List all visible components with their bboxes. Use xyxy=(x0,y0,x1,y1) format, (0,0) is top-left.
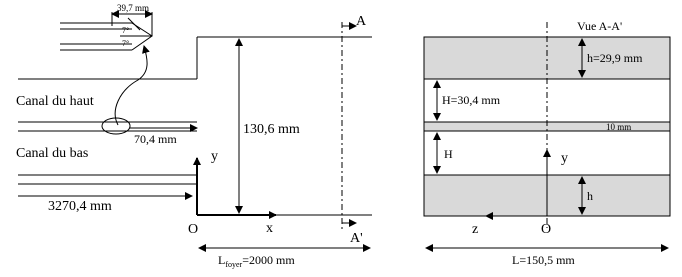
H-top-label: H=30,4 mm xyxy=(442,93,501,107)
canal-bas-label: Canal du bas xyxy=(16,146,89,161)
left-diagram xyxy=(16,3,372,269)
h-top-label: h=29,9 mm xyxy=(587,51,643,65)
inlet-length-label: 3270,4 mm xyxy=(48,199,112,214)
width-label: L=150,5 mm xyxy=(512,253,575,267)
foyer-length-label: $L_{foyer}=2000$ mm xyxy=(218,253,295,269)
right-diagram xyxy=(424,19,670,267)
z-axis-label: z xyxy=(472,222,479,237)
view-title: Vue A-A' xyxy=(577,19,623,33)
callout-curve xyxy=(115,46,147,125)
origin-label: O xyxy=(188,222,199,237)
nozzle-detail xyxy=(60,12,152,50)
height-label: 130,6 mm xyxy=(243,122,300,137)
section-top-label: A xyxy=(356,14,367,29)
y-axis-right-label: y xyxy=(561,151,568,166)
angle-top-label: 7° xyxy=(122,26,130,35)
H-bottom-label: H xyxy=(444,147,453,161)
nozzle-length-label: 39,7 mm xyxy=(117,3,150,13)
x-axis-label: x xyxy=(266,221,273,236)
offset-label: 70,4 mm xyxy=(134,132,177,146)
gap-label: 10 mm xyxy=(606,122,632,132)
y-axis-label: y xyxy=(211,149,218,164)
origin-right-label: O xyxy=(541,222,552,237)
h-bottom-label: h xyxy=(587,189,593,203)
canal-haut-label: Canal du haut xyxy=(16,94,94,109)
angle-bottom-label: 7° xyxy=(122,39,130,48)
section-bottom-label: A' xyxy=(350,231,363,246)
